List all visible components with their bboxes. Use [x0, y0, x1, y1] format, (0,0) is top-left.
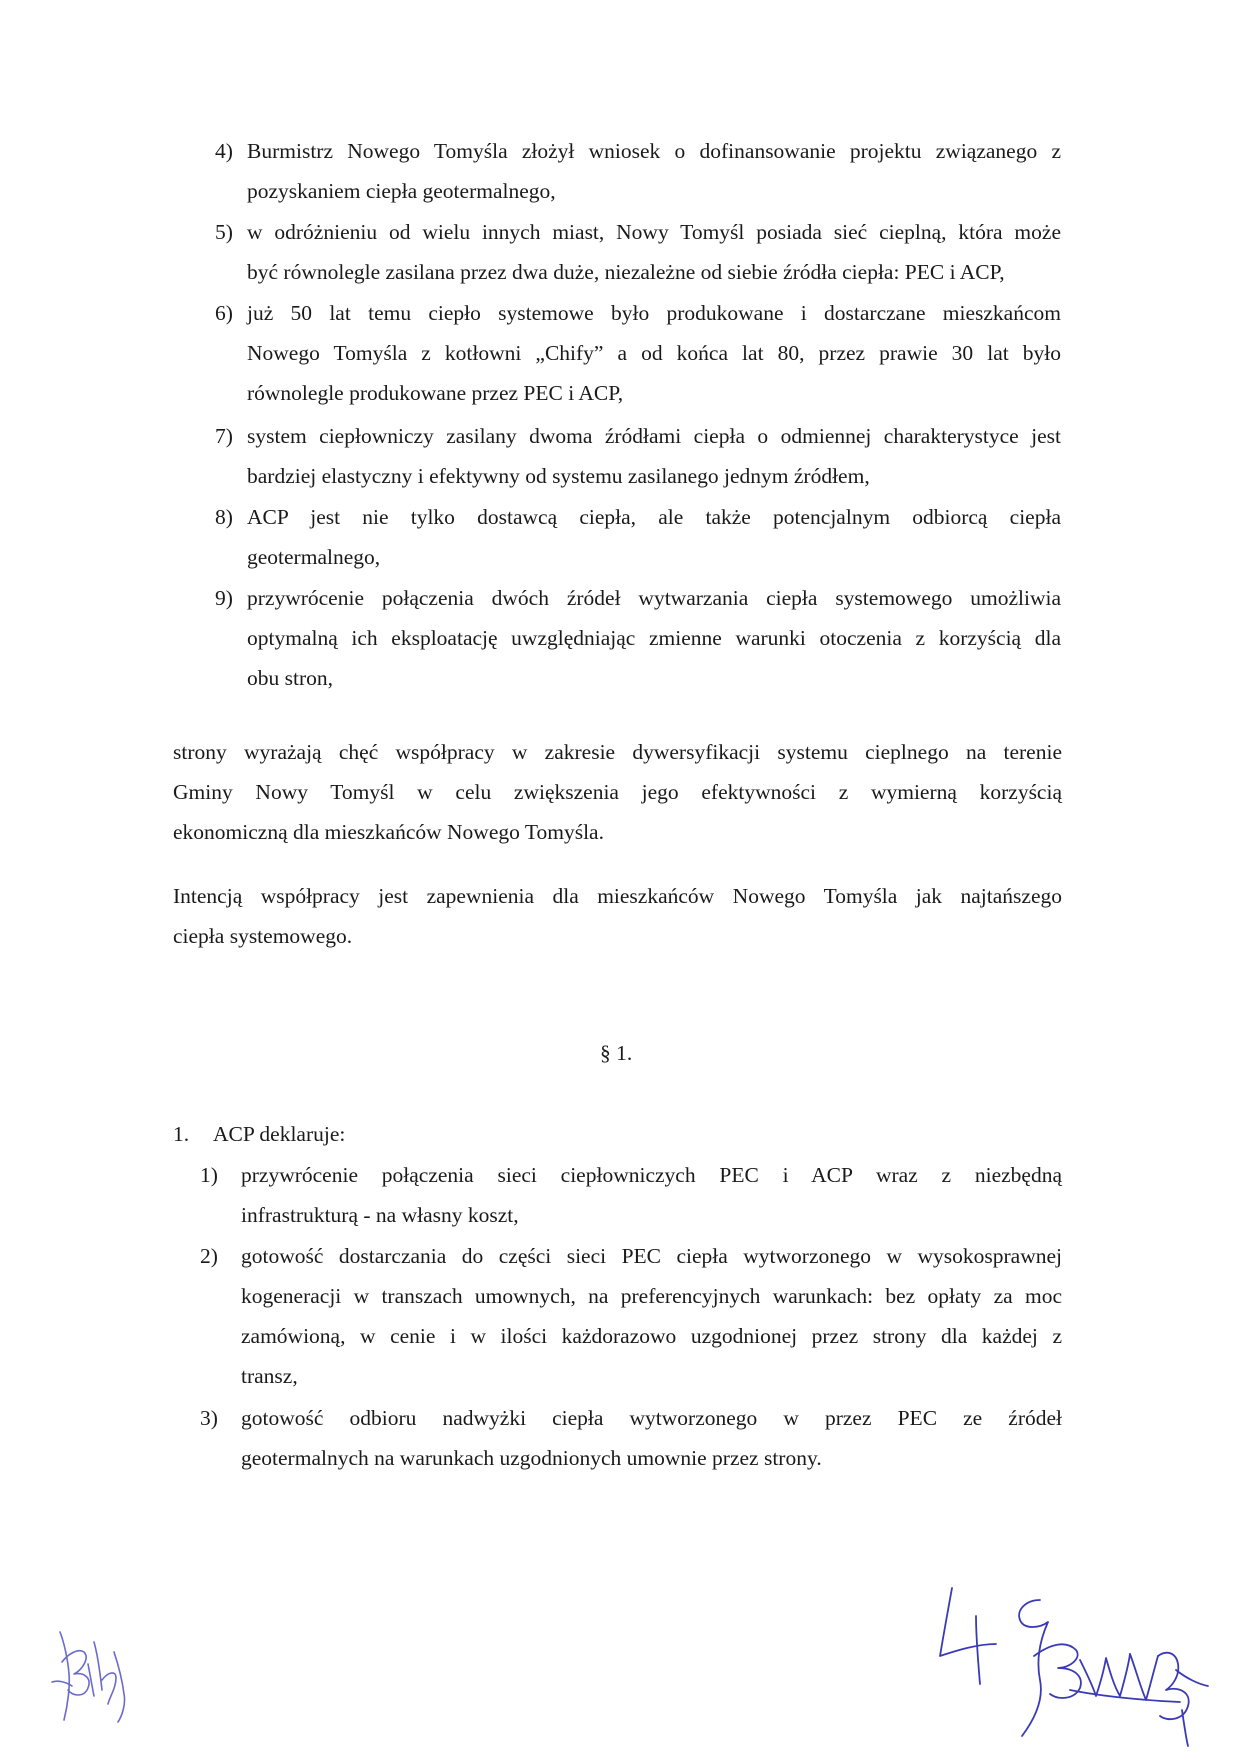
- list-item-line: infrastrukturą - na własny koszt,: [241, 1203, 519, 1227]
- signature-right: [930, 1560, 1220, 1750]
- list-item-line: transz,: [241, 1364, 298, 1388]
- list-item-line: równolegle produkowane przez PEC i ACP,: [247, 381, 624, 405]
- paragraph-intention: [173, 876, 1062, 956]
- list-item-number: 9): [215, 586, 233, 610]
- list-item-line: zamówioną, w cenie i w ilości każdorazowo uzgodnionej przez strony dla każdej z: [241, 1324, 1062, 1348]
- list-item-line: optymalną ich eksploatację uwzględniając zmienne warunki otoczenia z korzyścią dla: [247, 626, 1061, 650]
- list-item-number: 5): [215, 220, 233, 244]
- list-item-number: 8): [215, 505, 233, 529]
- list-item-line: pozyskaniem ciepła geotermalnego,: [247, 179, 556, 203]
- paragraph-line: Gminy Nowy Tomyśl w celu zwiększenia jego efektywności z wymierną korzyścią: [173, 780, 1062, 804]
- paragraph-line: ciepła systemowego.: [173, 924, 353, 948]
- section-title: ACP deklaruje:: [213, 1122, 346, 1146]
- list-item: [200, 1155, 1062, 1235]
- list-item-line: kogeneracji w transzach umownych, na preferencyjnych warunkach: bez opłaty za moc: [241, 1284, 1062, 1308]
- list-item-line: już 50 lat temu ciepło systemowe było produkowane i dostarczane mieszkańcom: [247, 301, 1061, 325]
- list-item: [215, 293, 1061, 413]
- list-item-number: 3): [200, 1406, 218, 1430]
- list-item-line: w odróżnieniu od wielu innych miast, Nowy Tomyśl posiada sieć cieplną, która może: [247, 220, 1061, 244]
- list-item-number: 7): [215, 424, 233, 448]
- signature-left-drawing: [38, 1612, 138, 1742]
- list-item-line: ACP jest nie tylko dostawcą ciepła, ale także potencjalnym odbiorcą ciepła: [247, 505, 1061, 529]
- list-item-line: gotowość odbioru nadwyżki ciepła wytworzonego w przez PEC ze źródeł: [241, 1406, 1062, 1430]
- list-item-line: geotermalnego,: [247, 545, 381, 569]
- list-item: [215, 497, 1061, 577]
- paragraph-line: ekonomiczną dla mieszkańców Nowego Tomyśla.: [173, 820, 604, 844]
- list-item-number: 1): [200, 1163, 218, 1187]
- list-item-line: bardziej elastyczny i efektywny od systemu zasilanego jednym źródłem,: [247, 464, 870, 488]
- list-item-line: system ciepłowniczy zasilany dwoma źródłami ciepła o odmiennej charakterystyce jest: [247, 424, 1061, 448]
- list-item-line: przywrócenie połączenia dwóch źródeł wytwarzania ciepła systemowego umożliwia: [247, 586, 1061, 610]
- list-item-number: 2): [200, 1244, 218, 1268]
- list-item-line: być równolegle zasilana przez dwa duże, niezależne od siebie źródła ciepła: PEC i ACP,: [247, 260, 1005, 284]
- list-item-line: Burmistrz Nowego Tomyśla złożył wniosek o dofinansowanie projektu związanego z: [247, 139, 1061, 163]
- list-item-line: gotowość dostarczania do części sieci PEC ciepła wytworzonego w wysokosprawnej: [241, 1244, 1062, 1268]
- list-item-number: 6): [215, 301, 233, 325]
- paragraph-line: strony wyrażają chęć współpracy w zakresie dywersyfikacji systemu cieplnego na terenie: [173, 740, 1062, 764]
- list-item: [215, 416, 1061, 496]
- list-item: [200, 1398, 1062, 1478]
- paragraph-line: Intencją współpracy jest zapewnienia dla mieszkańców Nowego Tomyśla jak najtańszego: [173, 884, 1062, 908]
- list-item: [215, 131, 1061, 211]
- section-number: 1.: [173, 1122, 190, 1146]
- paragraph-cooperation: [173, 732, 1062, 852]
- list-item: [200, 1236, 1062, 1396]
- list-item-line: geotermalnych na warunkach uzgodnionych umownie przez strony.: [241, 1446, 822, 1470]
- list-item: [215, 212, 1061, 292]
- list-item-number: 4): [215, 139, 233, 163]
- list-item: [215, 578, 1061, 698]
- signature-right-drawing: [930, 1560, 1220, 1750]
- list-item-line: przywrócenie połączenia sieci ciepłowniczych PEC i ACP wraz z niezbędną: [241, 1163, 1062, 1187]
- section-heading: § 1.: [600, 1041, 633, 1065]
- signature-left: [38, 1612, 138, 1742]
- list-item-line: Nowego Tomyśla z kotłowni „Chify” a od końca lat 80, przez prawie 30 lat było: [247, 341, 1061, 365]
- list-item-line: obu stron,: [247, 666, 333, 690]
